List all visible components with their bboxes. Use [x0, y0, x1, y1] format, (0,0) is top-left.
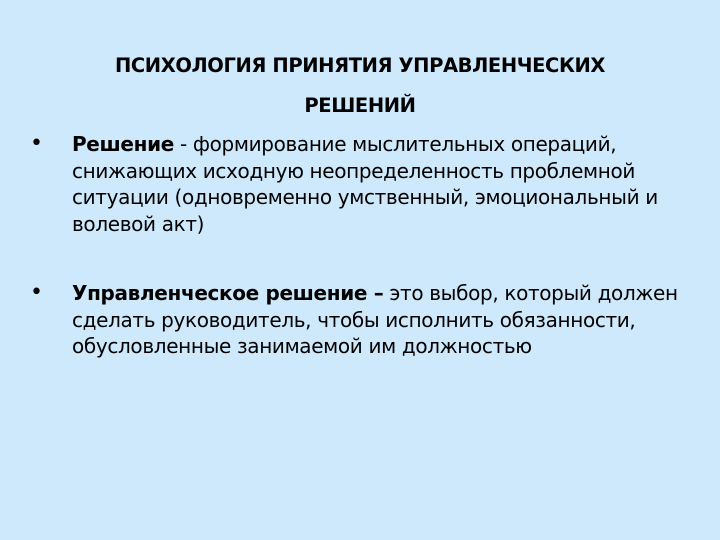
bullet-dot-icon: • [30, 280, 43, 305]
slide-title [60, 46, 660, 126]
bullet-separator: - [173, 132, 193, 156]
bullet-term: Решение [72, 132, 174, 156]
title-line-1: ПСИХОЛОГИЯ ПРИНЯТИЯ УПРАВЛЕНЧЕСКИХ [114, 54, 606, 78]
bullet-definition: формирование мыслительных операций, снижающих исходную неопределенность проблемной ситуации (одновременно умственный, эмоциональный и волевой акт) [72, 132, 658, 236]
bullet-term: Управленческое решение – [72, 281, 384, 305]
bullet-list [30, 131, 680, 360]
bullet-dot-icon: • [30, 131, 43, 156]
bullet-item-decision [30, 131, 680, 237]
title-line-2: РЕШЕНИЙ [304, 94, 416, 118]
bullet-item-management-decision [30, 280, 680, 360]
bullet-definition: это выбор, который должен сделать руководитель, чтобы исполнить обязанности, обусловленные занимаемой им должностью [72, 281, 678, 358]
